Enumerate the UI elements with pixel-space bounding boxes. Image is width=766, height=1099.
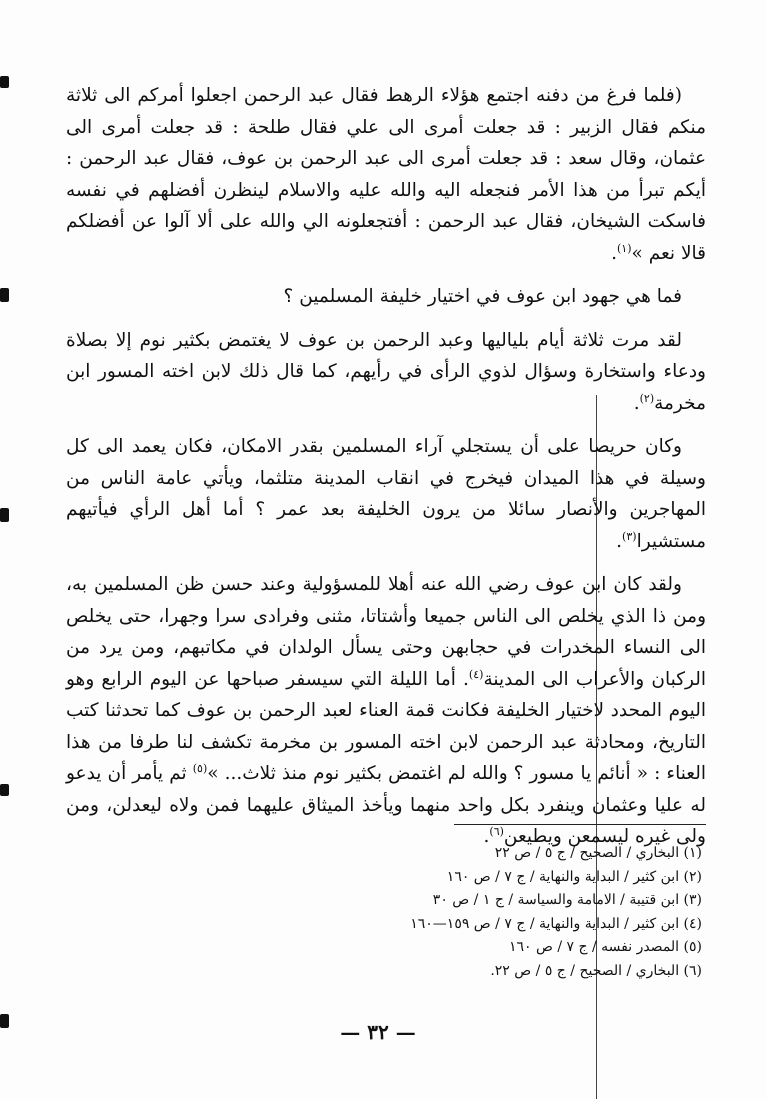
- footnote: (١) البخاري / الصحيح / ج ٥ / ص ٢٢: [494, 845, 702, 861]
- footnote-ref: (٤): [468, 667, 484, 681]
- footnote-separator: [454, 824, 706, 825]
- paragraph-text: فما هي جهود ابن عوف في اختيار خليفة المسلمين ؟: [283, 286, 682, 307]
- paragraph: ولقد كان ابن عوف رضي الله عنه أهلا للمسؤولية وعند حسن ظن المسلمين به، ومن ذا الذي يخلص الى الناس جميعا وأشتاتا، مثنى وفرادى سرا وجهرا، حتى يخلص الى النساء المخدرات في حجابهن وحتى يسأل الولدان في مكاتبهم، ومن يرد من الركبان والأعراب الى المدينة$^{(٤)}$. أما الليلة التي سيسفر صباحها عن اليوم الرابع وهو اليوم المحدد لاختيار الخليفة فكانت قمة العناء لعبد الرحمن بن عوف كما تحدثنا كتب التاريخ، ومحادثة عبد الرحمن لابن اخته المسور بن مخرمة تكشف لنا طرفا من هذا العناء : « أنائم يا مسور ؟ والله لم اغتمض بكثير نوم منذ ثلاث... »$^{(٥)}$ ثم يأمر أن يدعو له عليا وعثمان وينفرد بكل واحد منهما ويأخذ الميثاق عليهما فمن ولاه ليعدلن، ومن ولى غيره ليسمعن ويطيعن$^{(٦)}$.: [66, 574, 706, 847]
- scan-edge-mark: [0, 508, 9, 522]
- footnote-ref: (٦): [489, 824, 504, 838]
- paragraph-text: وكان حريصا على أن يستجلي آراء المسلمين بقدر الامكان، فكان يعمد الى كل وسيلة في هذا الميدان فيخرج في انقاب المدينة متلثما، ويأتي عامة الناس من المهاجرين والأنصار سائلا من يرون الخليفة بعد عمر ؟ أما أهل الرأي فيأتيهم مستشيرا: [66, 436, 706, 552]
- paragraph-text: ثم يأمر أن يدعو له عليا وعثمان وينفرد بكل واحد منهما ويأخذ الميثاق عليهما فمن ولاه ليعدلن، ومن ولى غيره ليسمعن ويطيعن: [66, 763, 706, 847]
- paragraph-text: . أما الليلة التي سيسفر صباحها عن اليوم الرابع وهو اليوم المحدد لاختيار الخليفة فكانت قمة العناء لعبد الرحمن بن عوف كما تحدثنا كتب التاريخ، ومحادثة عبد الرحمن لابن اخته المسور بن مخرمة تكشف لنا طرفا من هذا العناء : « أنائم يا مسور ؟ والله لم اغتمض بكثير نوم منذ ثلاث... »: [66, 668, 706, 784]
- footnote: (٣) ابن قتيبة / الامامة والسياسة / ج ١ / ص ٣٠: [432, 892, 702, 908]
- scan-edge-mark: [0, 76, 9, 88]
- main-text: [66, 80, 706, 865]
- footnote: (٦) البخاري / الصحيح / ج ٥ / ص ٢٢.: [490, 962, 702, 979]
- footnote-ref: (٢): [639, 391, 655, 405]
- paragraph: لقد مرت ثلاثة أيام بلياليها وعبد الرحمن بن عوف لا يغتمض بكثير نوم إلا بصلاة ودعاء واستخارة وسؤال لذوي الرأى في رأيهم، كما قال ذلك لابن اخته المسور ابن مخرمة$^{(٢)}$.: [66, 329, 706, 414]
- footnote-ref: (٥): [192, 761, 208, 775]
- footnote: (٥) المصدر نفسه / ج ٧ / ص ١٦٠: [508, 939, 702, 955]
- paragraph: وكان حريصا على أن يستجلي آراء المسلمين بقدر الامكان، فكان يعمد الى كل وسيلة في هذا الميدان فيخرج في انقاب المدينة متلثما، ويأتي عامة الناس من المهاجرين والأنصار سائلا من يرون الخليفة بعد عمر ؟ أما أهل الرأي فيأتيهم مستشيرا$^{(٣)}$.: [66, 436, 706, 552]
- footnote-ref: (٣): [622, 529, 637, 543]
- footnotes: [302, 842, 702, 983]
- scan-edge-mark: [0, 288, 9, 302]
- paragraph-text: (فلما فرغ من دفنه اجتمع هؤلاء الرهط فقال عبد الرحمن اجعلوا أمركم الى ثلاثة منكم فقال الزبير : قد جعلت أمرى الى علي فقال طلحة : قد جعلت أمرى الى عثمان، وقال سعد : قد جعلت أمرى الى عبد الرحمن بن عوف، فقال عبد الرحمن : أيكم تبرأ من هذا الأمر فنجعله اليه والله عليه والاسلام لينظرن أفضلهم في نفسه فاسكت الشيخان، فقال عبد الرحمن : أفتجعلونه الي والله على ألا آلوا عن أفضلكم قالا نعم »: [66, 85, 706, 264]
- page-number: — ٣٢ —: [340, 1020, 416, 1044]
- scan-edge-mark: [0, 784, 9, 796]
- footnote: (٤) ابن كثير / البداية والنهاية / ج ٧ / ص ١٥٩—١٦٠: [410, 915, 702, 932]
- footnote: (٢) ابن كثير / البداية والنهاية / ج ٧ / ص ١٦٠: [446, 868, 702, 885]
- paragraph-text: ولقد كان ابن عوف رضي الله عنه أهلا للمسؤولية وعند حسن ظن المسلمين به، ومن ذا الذي يخلص الى الناس جميعا وأشتاتا، مثنى وفرادى سرا وجهرا، حتى يخلص الى النساء المخدرات في حجابهن وحتى يسأل الولدان في مكاتبهم، ومن يرد من الركبان والأعراب الى المدينة: [66, 574, 706, 690]
- paragraph-quote: (فلما فرغ من دفنه اجتمع هؤلاء الرهط فقال عبد الرحمن اجعلوا أمركم الى ثلاثة منكم فقال الزبير : قد جعلت أمرى الى علي فقال طلحة : قد جعلت أمرى الى عثمان، وقال سعد : قد جعلت أمرى الى عبد الرحمن بن عوف، فقال عبد الرحمن : أيكم تبرأ من هذا الأمر فنجعله اليه والله عليه والاسلام لينظرن أفضلهم في نفسه فاسكت الشيخان، فقال عبد الرحمن : أفتجعلونه الي والله على ألا آلوا عن أفضلكم قالا نعم »$^{(١)}$.: [66, 85, 706, 264]
- scan-edge-mark: [0, 1014, 9, 1028]
- paragraph-text: لقد مرت ثلاثة أيام بلياليها وعبد الرحمن بن عوف لا يغتمض بكثير نوم إلا بصلاة ودعاء واستخارة وسؤال لذوي الرأى في رأيهم، كما قال ذلك لابن اخته المسور ابن مخرمة: [66, 329, 706, 414]
- paragraph-question: [66, 281, 706, 313]
- footnote-ref: (١): [616, 241, 632, 255]
